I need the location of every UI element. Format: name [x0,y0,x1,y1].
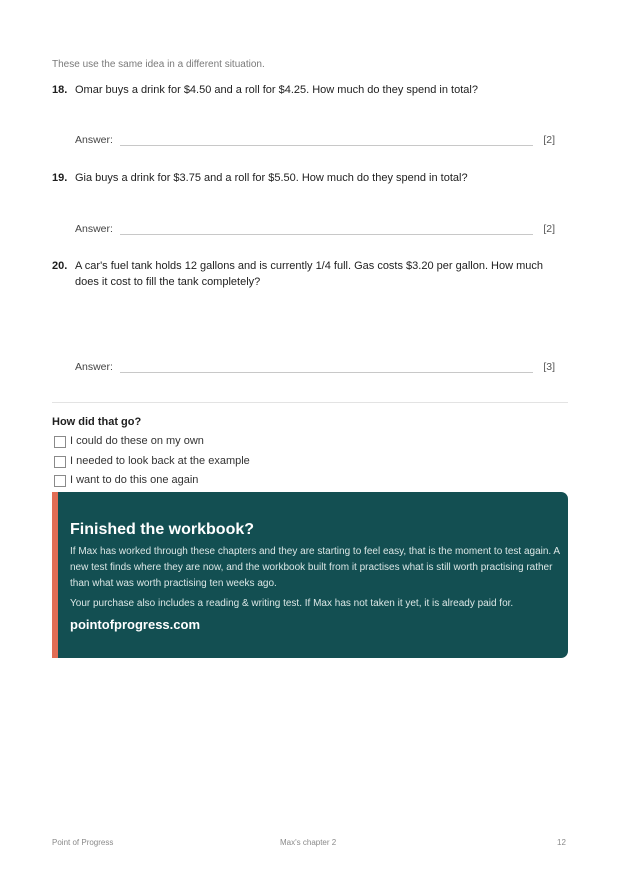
answer-line[interactable] [120,145,533,146]
callout-paragraph: Your purchase also includes a reading & writing test. If Max has not taken it yet, it is already paid for. [70,598,514,609]
answer-label: Answer: [75,134,113,146]
answer-label: Answer: [75,361,113,373]
section-intro: These use the same idea in a different situation. [52,59,265,70]
marks: [2] [543,223,555,235]
answer-row-19 [75,223,555,237]
question-text: Omar buys a drink for $4.50 and a roll for $4.25. How much do they spend in total? [75,84,478,96]
question-number: 19. [52,172,68,184]
answer-label: Answer: [75,223,113,235]
question-20 [52,258,562,290]
question-number: 20. [52,260,68,272]
question-text: A car's fuel tank holds 12 gallons and is currently 1/4 full. Gas costs $3.20 per gallon. How much does it cost to fill the tank completely? [75,260,544,288]
reflection-title: How did that go? [52,416,142,428]
question-19 [52,170,562,186]
page-number: 12 [557,838,566,847]
question-text: Gia buys a drink for $3.75 and a roll for $5.50. How much do they spend in total? [75,172,468,184]
question-18 [52,82,562,98]
checkbox-icon[interactable] [54,475,66,487]
finished-callout [52,492,568,658]
checkbox-label: I needed to look back at the example [70,455,250,467]
answer-row-20 [75,361,555,375]
section-divider [52,402,568,403]
marks: [3] [543,361,555,373]
checkbox-label: I could do these on my own [70,435,204,447]
footer-chapter: Max's chapter 2 [280,838,337,847]
checkbox-label: I want to do this one again [70,474,199,486]
answer-row-18 [75,134,555,148]
answer-line[interactable] [120,372,533,373]
checkbox-icon[interactable] [54,436,66,448]
question-number: 18. [52,84,68,96]
checkbox-icon[interactable] [54,456,66,468]
footer-brand: Point of Progress [52,838,114,847]
callout-paragraph: If Max has worked through these chapters and they are starting to feel easy, that is the moment to test again. A new test finds where they are now, and the workbook built from it practises what is still worth practising rather than what was worth practising ten weeks ago. [70,546,560,589]
callout-title: Finished the workbook? [70,521,255,538]
answer-line[interactable] [120,234,533,235]
website-link[interactable]: pointofprogress.com [70,617,201,632]
marks: [2] [543,134,555,146]
